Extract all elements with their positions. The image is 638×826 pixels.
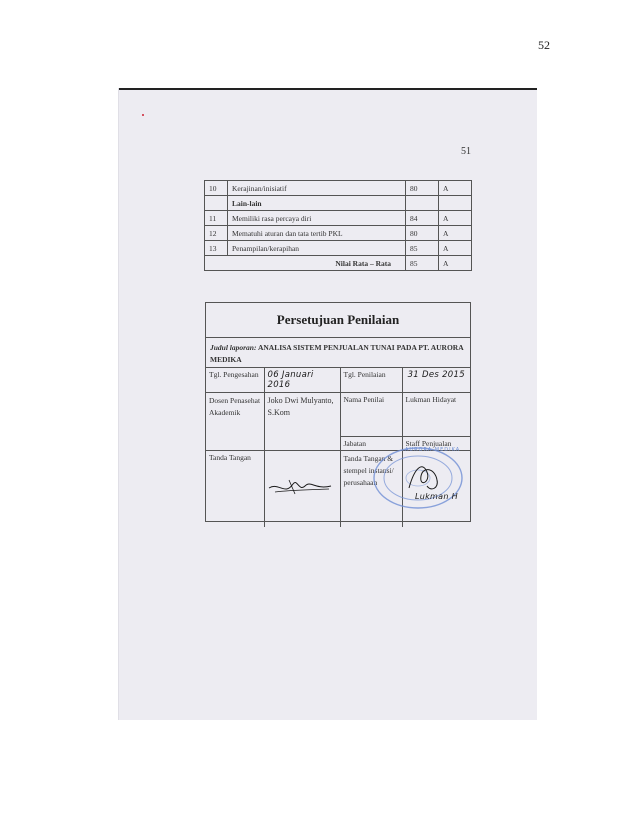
grade-row <box>205 241 472 256</box>
row-grade <box>439 196 472 211</box>
signature-label: Tanda Tangan <box>206 451 264 527</box>
row-score: 85 <box>406 241 439 256</box>
company-sign-label: Tanda Tangan & stempel instansi/ perusahaan <box>340 451 402 527</box>
average-row <box>205 256 472 271</box>
assessor-name-label: Nama Penilai <box>340 393 402 437</box>
row-number <box>205 196 228 211</box>
row-criteria: Lain-lain <box>228 196 406 211</box>
average-grade: A <box>439 256 472 271</box>
row-criteria: Kerajinan/inisiatif <box>228 181 406 196</box>
advisor-signature <box>265 472 335 500</box>
grade-row <box>205 196 472 211</box>
approval-title: Persetujuan Penilaian <box>206 303 470 338</box>
approval-date-label: Tgl. Pengesahan <box>206 368 264 393</box>
company-signature-name: Lukman H <box>415 492 458 501</box>
grade-row <box>205 181 472 196</box>
assessment-date-label: Tgl. Penilaian <box>340 368 402 393</box>
report-title-label: Judul laporan: <box>210 343 257 352</box>
report-title-value: ANALISA SISTEM PENJUALAN TUNAI PADA PT. AURORA MEDIKA <box>210 343 464 364</box>
stamp-text: AURORA MEDIKA <box>405 447 461 453</box>
grade-row <box>205 211 472 226</box>
row-score: 84 <box>406 211 439 226</box>
scan-speck <box>142 114 144 116</box>
average-label: Nilai Rata – Rata <box>205 256 406 271</box>
advisor-name: Joko Dwi Mulyanto, S.Kom <box>264 393 340 451</box>
page-number: 52 <box>538 38 550 52</box>
grade-row <box>205 226 472 241</box>
scanned-page <box>118 88 537 720</box>
inner-page-number: 51 <box>461 146 471 157</box>
assessor-name: Lukman Hidayat <box>402 393 470 437</box>
row-grade: A <box>439 211 472 226</box>
row-number: 10 <box>205 181 228 196</box>
row-score: 80 <box>406 181 439 196</box>
position-label: Jabatan <box>340 437 402 451</box>
advisor-label: Dosen Penasehat Akademik <box>206 393 264 451</box>
row-criteria: Penampilan/kerapihan <box>228 241 406 256</box>
position-value: Staff Penjualan <box>402 437 470 451</box>
assessment-date-value: 31 Des 2015 <box>402 368 470 393</box>
row-criteria: Mematuhi aturan dan tata tertib PKL <box>228 226 406 241</box>
row-grade: A <box>439 226 472 241</box>
row-score: 80 <box>406 226 439 241</box>
row-score <box>406 196 439 211</box>
row-number: 11 <box>205 211 228 226</box>
row-number: 12 <box>205 226 228 241</box>
grade-table <box>204 180 472 271</box>
scan-edge <box>119 88 537 90</box>
row-grade: A <box>439 181 472 196</box>
row-number: 13 <box>205 241 228 256</box>
approval-date-value: 06 Januari 2016 <box>264 368 340 393</box>
report-title <box>206 338 470 368</box>
row-grade: A <box>439 241 472 256</box>
row-criteria: Memiliki rasa percaya diri <box>228 211 406 226</box>
average-score: 85 <box>406 256 439 271</box>
